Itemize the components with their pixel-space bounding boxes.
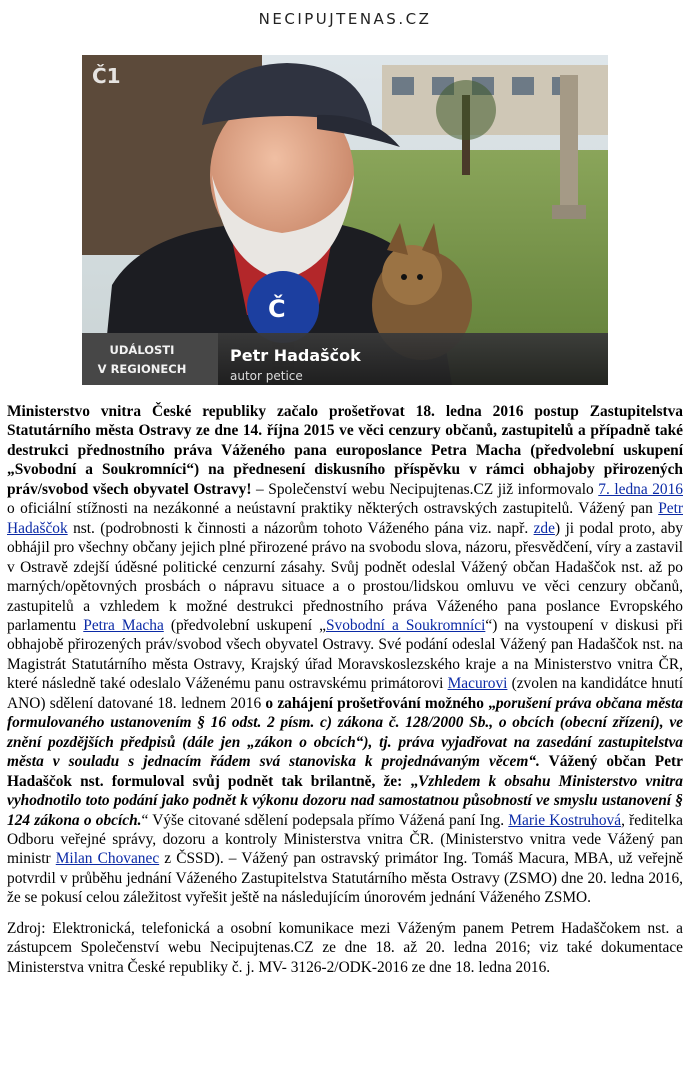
text-run: “ Výše citované sdělení podepsala přímo Vážená paní Ing. xyxy=(141,811,509,829)
link-milan-chovanec[interactable]: Milan Chovanec xyxy=(55,850,160,868)
article-paragraph xyxy=(7,402,683,908)
link-7-ledna-2016[interactable]: 7. ledna 2016 xyxy=(598,480,683,498)
source-paragraph: Zdroj: Elektronická, telefonická a osobní komunikace mezi Váženým panem Petrem Hadaščokem nst. a zástupcem Společenství webu Necipujtenas.CZ ze dne 18. až 20. ledna 2016; viz také dokumentace Ministerstva vnitra České republiky č. j. MV- 3126-2/ODK-2016 ze dne 18. ledna 2016. xyxy=(7,919,683,976)
link-macurovi[interactable]: Macurovi xyxy=(447,675,508,693)
quote-run: Vzhledem k obsahu Ministerstvo vnitra vyhodnotilo toto podání jako podnět k výkonu dozoru nad samostatnou působností ve smyslu ustanovení § 124 zákona o obcích. xyxy=(7,772,683,829)
caption-name: Petr Hadaščok xyxy=(230,346,361,365)
link-svobodni-a-soukromnici[interactable]: Svobodní a Soukromníci xyxy=(325,616,486,634)
text-run: (zvolen na kandidátce hnutí ANO) sdělení datované 18. lednem 2016 xyxy=(7,675,683,712)
channel-logo: Č1 xyxy=(92,64,121,88)
link-marie-kostruhova[interactable]: Marie Kostruhová xyxy=(508,811,622,829)
article-body xyxy=(7,402,683,977)
text-run: nst. (podrobnosti k činnosti a názorům tohoto Váženého pána viz. např. xyxy=(67,519,534,537)
caption-program-line2: V REGIONECH xyxy=(97,362,187,376)
lead-sentence: Ministerstvo vnitra České republiky začalo prošetřovat 18. ledna 2016 postup Zastupitelstva Statutárního města Ostravy ze dne 14. října 2015 ve věci cenzury občanů, zastupitelů a případně také destrukci přednostního práva Váženého pana europoslance Petra Macha (předvolební uskupení „Svobodní a Soukromníci“) na přednesení diskusního příspěvku v rámci obhajoby přirozených práv/svobod všech obyvatel Ostravy! xyxy=(7,403,683,498)
link-petr-hadascok[interactable]: Petr Hadaščok xyxy=(7,500,683,537)
text-run: (předvolební uskupení „ xyxy=(163,616,326,634)
site-title: NECIPUJTENAS.CZ xyxy=(258,10,432,28)
link-zde[interactable]: zde xyxy=(533,519,555,537)
bold-run: o zahájení prošetřování možného „ xyxy=(265,694,496,712)
caption-program-line1: UDÁLOSTI xyxy=(109,343,175,357)
text-run: , ředitelka Odboru veřejné správy, dozoru a kontroly Ministerstva vnitra ČR. (Ministerstvo vnitra vede Vážený pan ministr xyxy=(7,811,683,868)
text-run: ) ji podal proto, aby obhájil pro všechny občany jejich plné přirozené právo na svobodu slova, názoru, přesvědčení, víry a zastavil v Ostravě zdejší úděsné politické cenzurní zásahy. Svůj podnět odeslal Vážený občan Hadaščok nst. až po marných/opětovných prosbách o nápravu situace a o prostou/lidskou omluvu ve věci cenzury občanů, zastupitelů a vzhledem k možné destrukci přednostního práva Váženého pana poslance Evropského parlamentu xyxy=(7,519,683,634)
caption-role: autor petice xyxy=(230,369,303,383)
text-run: “) na vystoupení v diskusi při obhajobě přirozených práv/svobod všech obyvatel Ostravy. Své podání odeslal Vážený pan Hadaščok nst. na Magistrát Statutárního města Ostravy, Krajský úřad Moravskoslezského kraje a na Ministerstvo vnitra ČR, které následně také odeslalo Váženému panu ostravskému primátorovi xyxy=(7,616,683,693)
bold-run: Vážený občan Petr Hadaščok nst. formuloval svůj podnět tak brilantně, že: „ xyxy=(7,753,683,790)
link-petra-macha[interactable]: Petra Macha xyxy=(83,616,164,634)
news-photo xyxy=(82,55,608,385)
text-run: – Společenství webu Necipujtenas.CZ již informovalo xyxy=(251,480,599,498)
quote-run: porušení práva občana města formulovaného ustanovením § 16 odst. 2 písm. c) zákona č. 128/2000 Sb., o obcích (obecní zřízení), ve znění pozdějších předpisů (dále jen „zákon o obcích“), tj. práva vyjadřovat na zasedání zastupitelstva města v souladu s jednacím řádem svá stanoviska k projednávaným věcem“. xyxy=(7,694,683,771)
text-run: o oficiální stížnosti na nezákonné a neústavní praktiky některých ostravských zastupitelů. Vážený pan xyxy=(7,500,659,518)
text-run: z ČSSD). – Vážený pan ostravský primátor Ing. Tomáš Macura, MBA, už veřejně potvrdil v průběhu jednání Váženého Zastupitelstva Statutárního města Ostravy (ZSMO) dne 20. ledna 2016, že se pokusí celou záležitost vyřešit ještě na následujícím únorovém jednání Váženého ZSMO. xyxy=(7,850,683,907)
svg-text:Č: Č xyxy=(268,295,286,323)
